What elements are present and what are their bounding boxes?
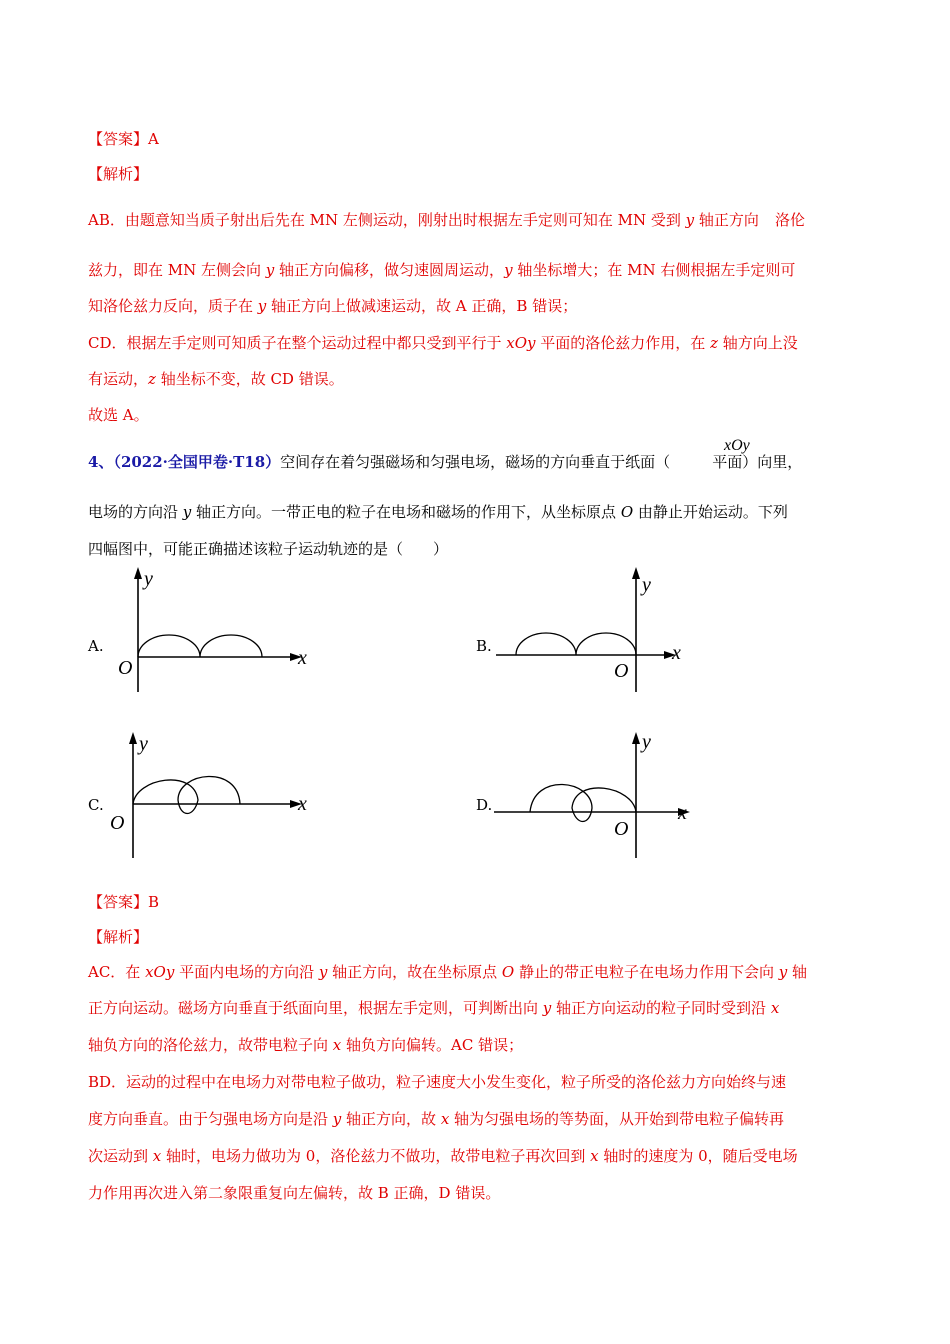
- origin-label: O: [110, 812, 125, 834]
- q3-cd-line2: 有运动，z 轴坐标不变，故 CD 错误。: [88, 370, 344, 388]
- q3-analysis-label: 【解析】: [88, 165, 149, 183]
- y-label: y: [144, 568, 153, 590]
- q4-ac-line3: 轴负方向的洛伦兹力，故带电粒子向 x 轴负方向偏转。AC 错误；: [88, 1036, 524, 1054]
- q4-ac-line2: 正方向运动。磁场方向垂直于纸面向里，根据左手定则，可判断出向 y 轴正方向运动的粒子同时受到沿 x: [88, 999, 780, 1017]
- option-b-figure: [496, 565, 716, 700]
- option-a-label: A.: [88, 637, 104, 655]
- xoy-plane-annotation: xOy: [724, 437, 750, 454]
- q4-bd-line3: 次运动到 x 轴时，电场力做功为 0，洛伦兹力不做功，故带电粒子再次回到 x 轴时的速度为 0，随后受电场: [88, 1147, 798, 1165]
- option-a-figure: [110, 565, 330, 700]
- origin-label: O: [614, 660, 629, 682]
- answer-label: 【答案】: [88, 893, 149, 911]
- x-label: x: [298, 647, 307, 669]
- answer-label: 【答案】: [88, 130, 149, 148]
- trajectory: [133, 776, 240, 813]
- y-label: y: [139, 733, 148, 755]
- question-number: 4、: [88, 453, 114, 471]
- q3-answer: [88, 129, 159, 149]
- trajectory: [138, 635, 262, 657]
- y-label: y: [642, 731, 651, 753]
- y-axis-arrow: [129, 732, 137, 744]
- q3-ab-line2: 兹力，即在 MN 左侧会向 y 轴正方向偏移，做匀速圆周运动，y 轴坐标增大；在 MN 右侧根据左手定则可: [88, 261, 796, 279]
- x-label: x: [678, 802, 687, 824]
- answer-value: B: [148, 893, 160, 911]
- option-c-label: C.: [88, 796, 104, 814]
- question-source: （2022·全国甲卷·T18）: [113, 453, 281, 471]
- q4-bd-line1: BD．运动的过程中在电场力对带电粒子做功，粒子速度大小发生变化，粒子所受的洛伦兹力方向始终与速: [88, 1073, 787, 1091]
- origin-label: O: [614, 818, 629, 840]
- q4-answer: [88, 892, 159, 912]
- q3-ab-line1: AB．由题意知当质子射出后先在 MN 左侧运动，刚射出时根据左手定则可知在 MN 受到 y 轴正方向 洛伦: [88, 211, 805, 229]
- q4-ac-line1: AC．在 xOy 平面内电场的方向沿 y 轴正方向，故在坐标原点 O 静止的带正电粒子在电场力作用下会向 y 轴: [88, 963, 808, 981]
- q4-analysis-label: 【解析】: [88, 928, 149, 946]
- y-axis-arrow: [632, 567, 640, 579]
- q3-conclusion: 故选 A。: [88, 406, 149, 424]
- option-d-label: D.: [476, 796, 493, 814]
- y-axis-arrow: [632, 732, 640, 744]
- y-label: y: [642, 574, 651, 596]
- answer-value: A: [148, 130, 159, 148]
- option-d-figure: [494, 728, 714, 863]
- q3-ab-line3: 知洛伦兹力反向，质子在 y 轴正方向上做减速运动，故 A 正确，B 错误；: [88, 297, 578, 315]
- option-c-figure: [108, 728, 328, 863]
- trajectory: [516, 633, 636, 655]
- y-axis-arrow: [134, 567, 142, 579]
- x-label: x: [672, 642, 681, 664]
- q4-bd-line4: 力作用再次进入第二象限重复向左偏转，故 B 正确，D 错误。: [88, 1184, 501, 1202]
- q4-bd-line2: 度方向垂直。由于匀强电场方向是沿 y 轴正方向，故 x 轴为匀强电场的等势面，从开始到带电粒子偏转再: [88, 1110, 785, 1128]
- q4-stem-line3: 四幅图中，可能正确描述该粒子运动轨迹的是（ ）: [88, 540, 449, 558]
- q4-stem-line2: 电场的方向沿 y 轴正方向。一带正电的粒子在电场和磁场的作用下，从坐标原点 O 由静止开始运动。下列: [88, 503, 788, 521]
- q4-stem-line1: 4、（2022·全国甲卷·T18）空间存在着匀强磁场和匀强电场，磁场的方向垂直于纸面（ 平面）向里，: [88, 453, 803, 471]
- origin-label: O: [118, 657, 133, 679]
- x-label: x: [298, 793, 307, 815]
- trajectory: [530, 784, 636, 821]
- option-b-label: B.: [476, 637, 492, 655]
- q3-cd-line1: CD．根据左手定则可知质子在整个运动过程中都只受到平行于 xOy 平面的洛伦兹力作用，在 z 轴方向上没: [88, 334, 798, 352]
